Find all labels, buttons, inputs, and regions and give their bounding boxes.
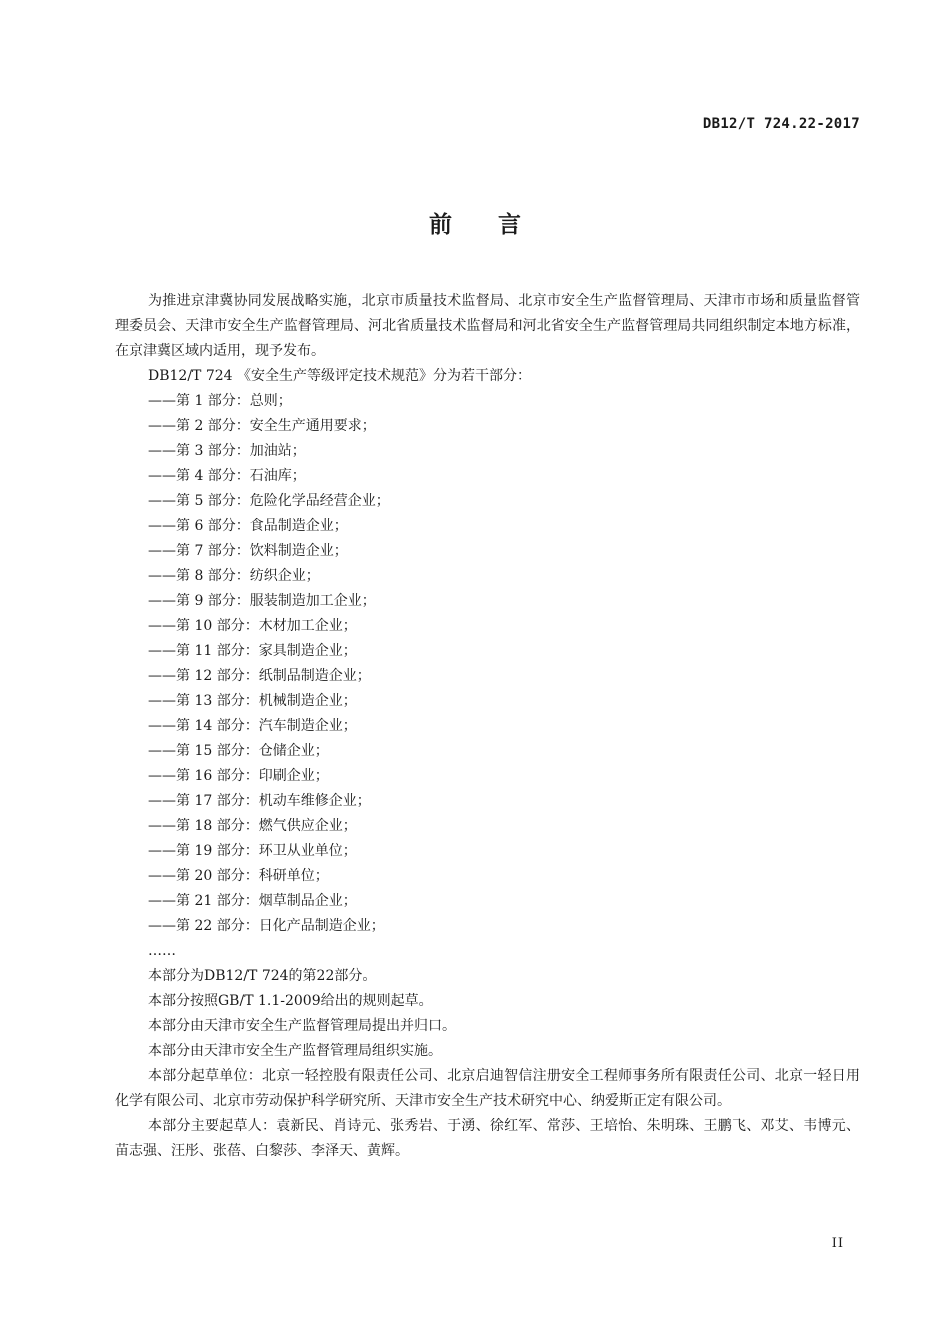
list-item: ——第 9 部分：服装制造加工企业； [148,593,376,609]
document-body [115,289,860,1164]
list-item: ——第 17 部分：机动车维修企业； [148,793,371,809]
list-item: ——第 12 部分：纸制品制造企业； [148,668,371,684]
list-item: ——第 13 部分：机械制造企业； [148,693,357,709]
list-item: ——第 14 部分：汽车制造企业； [148,718,357,734]
parts-intro: DB12/T 724 《安全生产等级评定技术规范》分为若干部分： [148,368,532,384]
list-item: ——第 21 部分：烟草制品企业； [148,893,357,909]
list-item: ——第 19 部分：环卫从业单位； [148,843,357,859]
drafters-paragraph: 本部分主要起草人：袁新民、肖诗元、张秀岩、于湧、徐红军、常莎、王培怡、朱明珠、王鹏飞、邓艾、韦博元、苗志强、汪彤、张蓓、白黎莎、李泽天、黄辉。 [115,1118,860,1159]
statement-proposer: 本部分由天津市安全生产监督管理局提出并归口。 [148,1018,456,1034]
parts-list [115,389,860,939]
statement-implementer: 本部分由天津市安全生产监督管理局组织实施。 [148,1043,442,1059]
list-item: ——第 7 部分：饮料制造企业； [148,543,348,559]
list-item: ——第 10 部分：木材加工企业； [148,618,357,634]
list-item: ——第 5 部分：危险化学品经营企业； [148,493,390,509]
page-title: 前言 [429,212,567,238]
list-item: ——第 1 部分：总则； [148,393,292,409]
statement-part-number: 本部分为DB12/T 724的第22部分。 [148,968,377,984]
intro-paragraph: 为推进京津冀协同发展战略实施，北京市质量技术监督局、北京市安全生产监督管理局、天津市市场和质量监督管理委员会、天津市安全生产监督管理局、河北省质量技术监督局和河北省安全生产监督管理局共同组织制定本地方标准，在京津冀区域内适用，现予发布。 [115,293,860,359]
list-item: ——第 18 部分：燃气供应企业； [148,818,357,834]
list-item: ——第 16 部分：印刷企业； [148,768,329,784]
statement-drafting-rules: 本部分按照GB/T 1.1-2009给出的规则起草。 [148,993,433,1009]
list-item: ——第 4 部分：石油库； [148,468,306,484]
list-item: ——第 20 部分：科研单位； [148,868,329,884]
list-item: ——第 2 部分：安全生产通用要求； [148,418,376,434]
list-item: ——第 22 部分：日化产品制造企业； [148,918,385,934]
list-item: ——第 11 部分：家具制造企业； [148,643,357,659]
list-item: ——第 6 部分：食品制造企业； [148,518,348,534]
list-item: ——第 8 部分：纺织企业； [148,568,320,584]
list-item: ——第 15 部分：仓储企业； [148,743,329,759]
list-item: ——第 3 部分：加油站； [148,443,306,459]
drafting-units-paragraph: 本部分起草单位：北京一轻控股有限责任公司、北京启迪智信注册安全工程师事务所有限责任公司、北京一轻日用化学有限公司、北京市劳动保护科学研究所、天津市安全生产技术研究中心、纳爱斯正定有限公司。 [115,1068,860,1109]
list-ellipsis: …… [148,943,176,959]
standard-code: DB12/T 724.22-2017 [702,116,860,132]
page-number: II [831,1236,844,1251]
